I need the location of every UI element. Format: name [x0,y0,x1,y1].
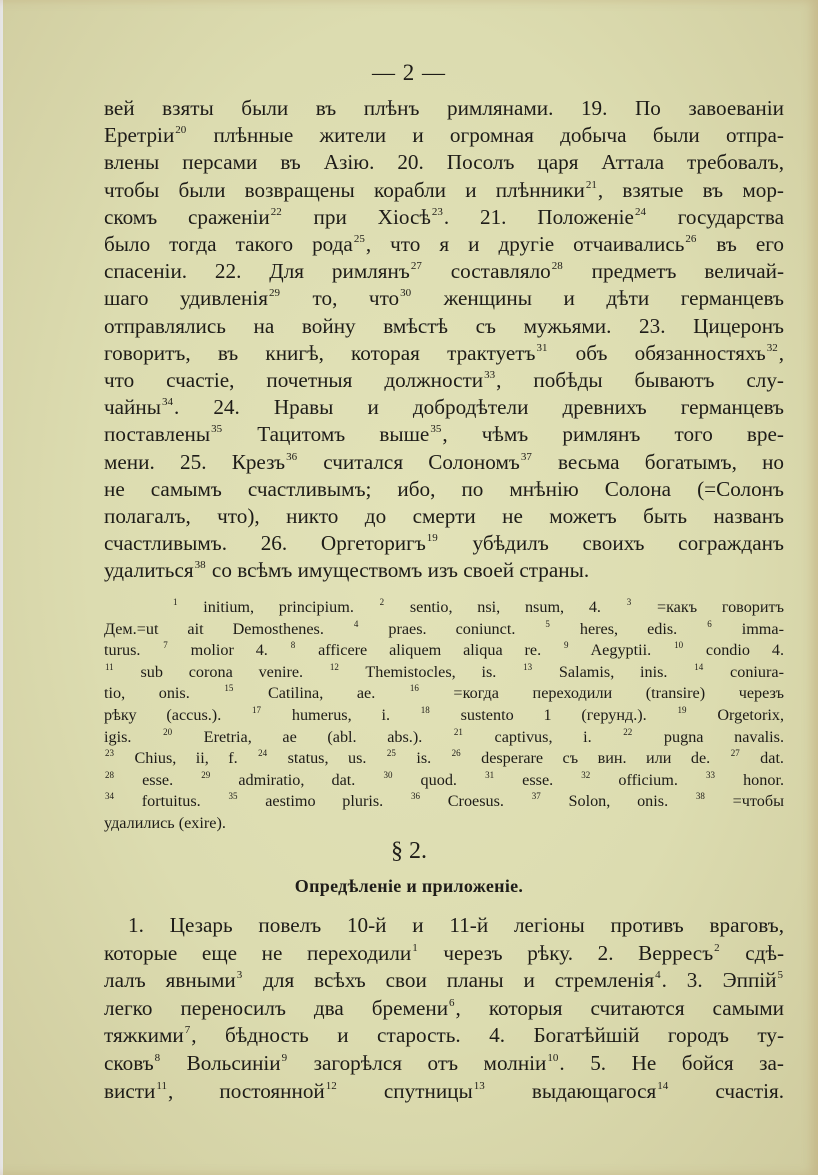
exercise-line: висти$^{11}$, постоянной$^{12}$ спутницы$^{13}$ выдающагося$^{14}$ счастія. [104,1078,785,1103]
footnote-ref: 31 [536,341,548,354]
footnote-ref: 10 [674,640,684,651]
footnote-ref: 18 [420,704,430,715]
footnote-line: igis. $^{20}$ Eretria, ae (abl. abs.). $^{21}$ captivus, i. $^{22}$ pugna navalis. [104,726,784,746]
footnote-ref: 4 [655,969,661,982]
text-line: вей взяты были въ плѣнъ римлянами. 19. По завоеваніи [104,96,784,120]
footnote-ref: 11 [156,1079,167,1092]
footnote-ref: 11 [105,661,114,672]
footnote-ref: 22 [270,205,282,218]
footnote-line: $^1$ initium, principium. $^2$ sentio, nsi, nsum, 4. $^3$ =какъ говоритъ [173,597,784,616]
footnote-ref: 29 [201,769,211,780]
text-line: счастливымъ. 26. Оргеторигъ$^{19}$ убѣдилъ своихъ согражданъ [104,531,784,556]
footnote-ref: 24 [634,205,646,218]
text-line: шаго удивленія$^{29}$ то, что$^{30}$ женщины и дѣти германцевъ [104,286,784,311]
exercise-line: которые еще не переходили$^1$ черезъ рѣку. 2. Верресъ$^2$ сдѣ- [104,940,785,965]
footnote-ref: 32 [581,769,591,780]
footnote-ref: 32 [766,341,778,354]
text-line: Еретріи$^{20}$ плѣнные жители и огромная добыча были отпра- [104,123,784,148]
footnote-line: удалились (exire). [104,813,226,832]
section-exercises [104,912,784,1105]
footnote-ref: 12 [329,661,339,672]
footnote-ref: 20 [163,726,173,737]
text-line: что счастіе, почетныя должности$^{33}$, побѣды бываютъ слу- [104,368,784,393]
footnote-ref: 1 [173,597,178,607]
text-line: чтобы были возвращены корабли и плѣнники$^{21}$, взятые въ мор- [104,177,784,202]
footnote-ref: 9 [564,640,569,651]
footnote-ref: 3 [236,969,243,982]
footnote-ref: 25 [353,233,365,246]
footnote-ref: 37 [531,791,541,802]
text-line: влены персами въ Азію. 20. Посолъ царя Аттала требовалъ, [104,150,784,175]
text-line: чайны$^{34}$. 24. Нравы и добродѣтели древнихъ германцевъ [104,395,784,420]
footnote-ref: 26 [685,233,697,246]
footnote-line: рѣку (accus.). $^{17}$ humerus, i. $^{18}$ sustento 1 (герунд.). $^{19}$ Orgetorix, [104,704,785,724]
footnote-ref: 35 [211,423,223,436]
footnote-ref: 28 [551,260,563,273]
footnote-ref: 13 [473,1079,485,1092]
footnote-ref: 37 [520,450,532,463]
text-line: было тогда такого рода$^{25}$, что я и другіе отчаивались$^{26}$ въ его [104,232,785,257]
exercise-line: лалъ явными$^3$ для всѣхъ свои планы и стремленія$^4$. 3. Эппій$^5$ [104,968,784,993]
footnote-ref: 36 [411,791,420,802]
footnote-ref: 30 [383,769,393,780]
section-number: § 2. [391,838,427,864]
exercise-line: тяжкими$^7$, бѣдность и старость. 4. Богатѣйшій городъ ту- [104,1023,784,1048]
footnote-ref: 6 [449,996,455,1009]
footnote-line: $^{11}$ sub corona venire. $^{12}$ Themistocles, is. $^{13}$ Salamis, inis. $^{14}$ coniura- [105,661,784,681]
text-line: мени. 25. Крезъ$^{36}$ считался Солономъ$^{37}$ весьма богатымъ, но [104,449,785,474]
footnote-ref: 16 [409,683,419,694]
footnote-ref: 3 [626,597,632,607]
footnote-ref: 25 [386,748,396,759]
footnote-line: turus. $^7$ molior 4. $^8$ afficere aliquem aliqua re. $^9$ Aegyptii. $^{10}$ condio 4. [104,640,785,660]
exercise-line: сковъ$^8$ Вольсиніи$^9$ загорѣлся отъ молніи$^{10}$. 5. Не бойся за- [104,1050,784,1075]
exercise-line: 1. Цезарь повелъ 10-й и 11-й легіоны противъ враговъ, [128,913,784,937]
footnote-ref: 7 [163,640,168,651]
page-number: — 2 — [372,60,446,85]
footnote-ref: 33 [705,769,715,780]
footnote-ref: 15 [224,683,234,694]
footnote-ref: 35 [430,423,442,436]
text-line: спасеніи. 22. Для римлянъ$^{27}$ составляло$^{28}$ предметъ величай- [104,259,785,284]
footnote-ref: 35 [228,791,238,802]
footnote-ref: 14 [694,661,704,672]
footnote-ref: 14 [657,1079,669,1092]
footnote-ref: 21 [453,726,463,737]
section-title: Опредѣленіе и приложеніе. [294,876,524,896]
text-line: удалиться$^{38}$ со всѣмъ имуществомъ изъ своей страны. [104,558,590,583]
footnote-ref: 1 [412,941,418,954]
footnote-ref: 8 [290,640,296,651]
text-line: полагалъ, что), никто до смерти не можетъ быть названъ [104,504,784,529]
footnote-ref: 19 [426,532,438,545]
footnote-ref: 26 [451,748,461,759]
footnote-ref: 27 [730,748,740,759]
footnote-ref: 23 [431,205,443,218]
footnote-ref: 19 [677,704,687,715]
footnote-ref: 17 [252,704,262,715]
text-line: не самымъ счастливымъ; ибо, по мнѣнію Солона (=Солонъ [104,476,784,501]
footnote-ref: 34 [105,791,114,802]
footnote-ref: 29 [269,287,281,300]
footnote-ref: 27 [410,260,422,273]
footnote-ref: 34 [161,396,173,409]
footnote-line: Дем.=ut ait Demosthenes. $^4$ praes. coniunct. $^5$ heres, edis. $^6$ imma- [104,618,784,638]
footnotes [104,597,784,835]
text-line: поставлены$^{35}$ Тацитомъ выше$^{35}$, чѣмъ римлянъ того вре- [104,422,784,447]
footnote-ref: 28 [105,769,114,780]
footnote-line: $^{28}$ esse. $^{29}$ admiratio, dat. $^{30}$ quod. $^{31}$ esse. $^{32}$ officium. $^{33}$ honor. [105,769,785,789]
footnote-ref: 21 [585,178,597,191]
footnote-ref: 31 [485,769,495,780]
footnote-ref: 9 [281,1051,288,1064]
footnote-ref: 24 [258,748,268,759]
footnote-ref: 5 [777,969,784,982]
footnote-ref: 30 [400,287,412,300]
footnote-ref: 10 [547,1051,559,1064]
text-line: говоритъ, въ книгѣ, которая трактуетъ$^{31}$ объ обязанностяхъ$^{32}$, [104,340,784,365]
footnote-ref: 38 [695,791,705,802]
footnote-ref: 20 [175,124,187,137]
text-line: отправлялись на войну вмѣстѣ съ мужьями. 23. Цицеронъ [104,313,784,338]
footnote-ref: 7 [184,1024,191,1037]
footnote-ref: 6 [707,618,712,629]
footnote-ref: 8 [154,1051,161,1064]
footnote-ref: 2 [379,597,385,607]
footnote-ref: 2 [714,941,720,954]
footnote-ref: 22 [623,726,633,737]
main-paragraph [104,95,784,585]
footnote-ref: 5 [545,618,550,629]
text-line: скомъ сраженіи$^{22}$ при Хіосѣ$^{23}$. 21. Положеніе$^{24}$ государства [104,204,784,229]
footnote-ref: 23 [105,748,114,759]
footnote-ref: 13 [523,661,533,672]
footnote-ref: 4 [353,618,359,629]
footnote-ref: 36 [286,450,298,463]
footnote-line: tio, onis. $^{15}$ Catilina, ae. $^{16}$ =когда переходили (transire) черезъ [104,683,784,703]
footnote-ref: 12 [325,1079,337,1092]
footnote-line: $^{34}$ fortuitus. $^{35}$ aestimo pluris. $^{36}$ Croesus. $^{37}$ Solon, onis. $^{38}$ =чтобы [105,791,784,811]
footnote-line: $^{23}$ Chius, ii, f. $^{24}$ status, us. $^{25}$ is. $^{26}$ desperare съ вин. или de. $^{27}$ dat. [105,748,784,768]
footnote-ref: 33 [484,369,496,382]
footnote-ref: 38 [194,559,206,572]
exercise-line: легко переносилъ два бремени$^6$, которыя считаются самыми [104,995,784,1020]
